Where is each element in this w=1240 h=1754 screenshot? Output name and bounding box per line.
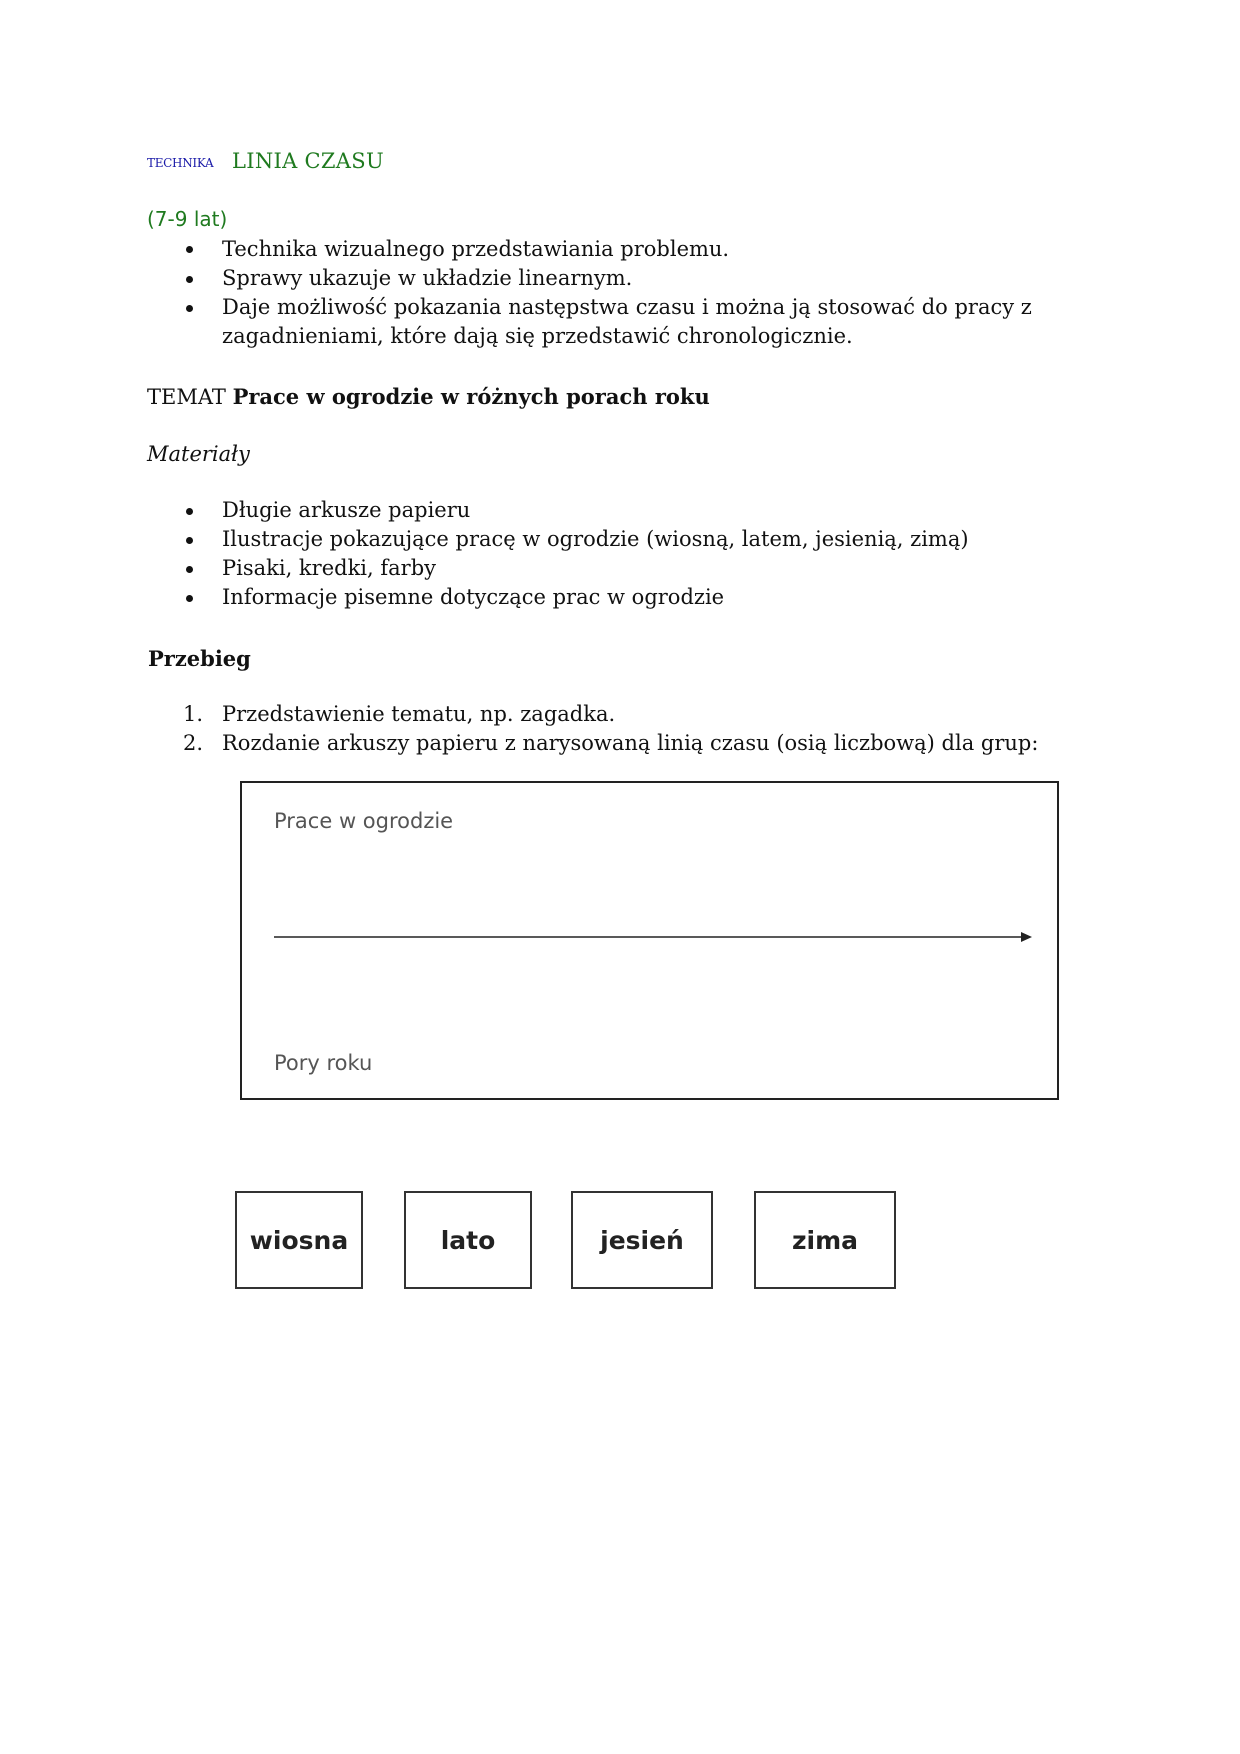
- timeline-diagram: [240, 781, 1059, 1100]
- topic-line: [147, 382, 710, 412]
- topic-label: TEMAT: [147, 385, 226, 409]
- step-number: 2.: [183, 731, 204, 755]
- topic-title: Prace w ogrodzie w różnych porach roku: [232, 384, 710, 409]
- bullet-icon: [186, 537, 193, 544]
- season-card-jesien: jesień: [571, 1191, 713, 1289]
- bullet-icon: [186, 566, 193, 573]
- timeline-arrow: [274, 927, 1034, 947]
- step-text: Rozdanie arkuszy papieru z narysowaną linią czasu (osią liczbową) dla grup:: [222, 731, 1039, 755]
- bullet-icon: [186, 595, 193, 602]
- bullet-icon: [186, 508, 193, 515]
- intro-item-continuation: zagadnieniami, które dają się przedstawić chronologicznie.: [222, 324, 853, 348]
- season-card-lato: lato: [404, 1191, 532, 1289]
- materials-heading: Materiały: [147, 442, 250, 466]
- season-card-wiosna: wiosna: [235, 1191, 363, 1289]
- material-item: Pisaki, kredki, farby: [222, 556, 436, 580]
- intro-item: Technika wizualnego przedstawiania problemu.: [222, 237, 730, 261]
- material-item: Informacje pisemne dotyczące prac w ogrodzie: [222, 585, 725, 609]
- technique-label: TECHNIKA: [147, 156, 214, 170]
- technique-title: LINIA CZASU: [232, 149, 384, 173]
- bullet-icon: [186, 276, 193, 283]
- intro-item: Sprawy ukazuje w układzie linearnym.: [222, 266, 633, 290]
- step-number: 1.: [183, 702, 204, 726]
- step-text: Przedstawienie tematu, np. zagadka.: [222, 702, 616, 726]
- diagram-top-label: Prace w ogrodzie: [274, 809, 454, 833]
- bullet-icon: [186, 305, 193, 312]
- intro-item: Daje możliwość pokazania następstwa czasu i można ją stosować do pracy z: [222, 295, 1032, 319]
- age-range: (7-9 lat): [147, 207, 228, 231]
- material-item: Ilustracje pokazujące pracę w ogrodzie (wiosną, latem, jesienią, zimą): [222, 527, 969, 551]
- material-item: Długie arkusze papieru: [222, 498, 471, 522]
- procedure-heading: Przebieg: [148, 646, 251, 671]
- diagram-bottom-label: Pory roku: [274, 1051, 373, 1075]
- bullet-icon: [186, 246, 193, 253]
- arrowhead-icon: [1021, 932, 1032, 942]
- season-card-zima: zima: [754, 1191, 896, 1289]
